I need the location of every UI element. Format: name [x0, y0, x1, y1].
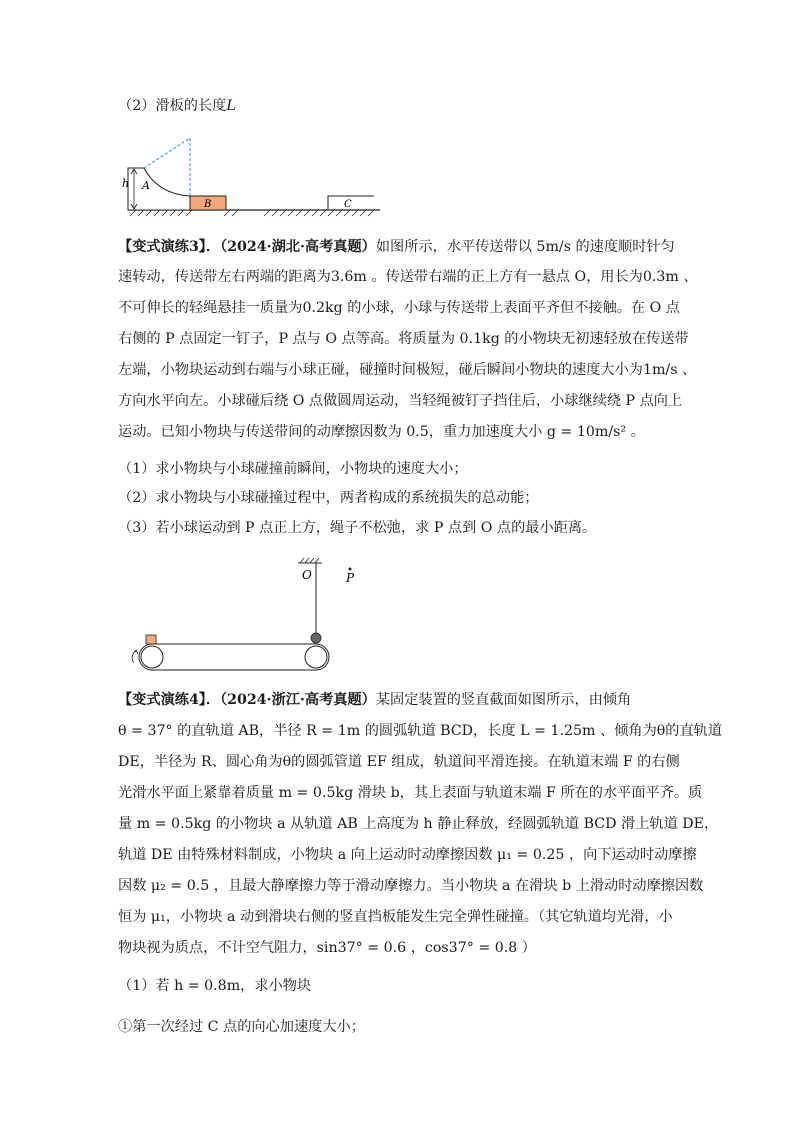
exercise-4-line-1: 某固定装置的竖直截面如图所示，由倾角	[375, 692, 632, 708]
exercise-3-line-5: 左端，小物块运动到右端与小球正碰，碰撞时间极短，碰后瞬间小物块的速度大小为1m/s 、	[118, 362, 697, 378]
exercise-4-line-8: 恒为 μ₁，小物块 a 动到滑块右侧的竖直挡板能发生完全弹性碰撞。（其它轨道均光滑，小	[118, 909, 673, 925]
label-b: B	[204, 199, 212, 210]
exercise-3-line-1: 如图所示，水平传送带以 5m/s 的速度顺时针匀	[375, 239, 675, 255]
label-a: A	[142, 179, 150, 192]
figure-slide-board	[124, 144, 384, 214]
exercise-3-question-1: （1）求小物块与小球碰撞前瞬间，小物块的速度大小；	[118, 461, 468, 477]
length-variable: L	[226, 98, 236, 114]
exercise-3-line-6: 方向水平向左。小球碰后绕 O 点做圆周运动，当轻绳被钉子挡住后，小球继续绕 P 点向上	[118, 393, 683, 409]
label-c: C	[344, 199, 352, 210]
exercise-3-question-3: （3）若小球运动到 P 点正上方，绳子不松弛，求 P 点到 O 点的最小距离。	[118, 520, 597, 536]
label-o: O	[302, 568, 312, 582]
small-block	[146, 635, 156, 644]
exercise-4-first-line	[118, 691, 631, 709]
exercise-4-line-7: 因数 μ₂ = 0.5 ，且最大静摩擦力等于滑动摩擦力。当小物块 a 在滑块 b 上滑动时动摩擦因数	[118, 878, 704, 894]
exercise-4-line-3: DE，半径为 R、圆心角为θ的圆弧管道 EF 组成，轨道间平滑连接。在轨道末端 F 的右侧	[118, 754, 680, 770]
exercise-3-line-4: 右侧的 P 点固定一钉子，P 点与 O 点等高。将质量为 0.1kg 的小物块无初速轻放在传送带	[118, 331, 689, 347]
exercise-4-question-1a: ①第一次经过 C 点的向心加速度大小；	[118, 1019, 365, 1035]
label-p: P	[346, 571, 355, 585]
exercise-4-line-2: θ = 37° 的直轨道 AB，半径 R = 1m 的圆弧轨道 BCD，长度 L = 1.25m 、倾角为θ的直轨道	[118, 723, 723, 739]
question-2-line	[118, 97, 236, 115]
exercise-4-line-5: 量 m = 0.5kg 的小物块 a 从轨道 AB 上高度为 h 静止释放，经圆弧轨道 BCD 滑上轨道 DE，	[118, 816, 719, 832]
exercise-3-line-7: 运动。已知小物块与传送带间的动摩擦因数为 0.5，重力加速度大小 g = 10m/s² 。	[118, 424, 645, 440]
exercise-4-line-6: 轨道 DE 由特殊材料制成，小物块 a 向上运动时动摩擦因数 μ₁ = 0.25 ，向下运动时动摩擦	[118, 847, 697, 863]
ball	[311, 633, 321, 643]
exercise-3-line-3: 不可伸长的轻绳悬挂一质量为0.2kg 的小球，小球与传送带上表面平齐但不接触。在 O 点	[118, 300, 680, 316]
exercise-4-line-4: 光滑水平面上紧靠着质量 m = 0.5kg 滑块 b，其上表面与轨道末端 F 所在的水平面平齐。质	[118, 785, 703, 801]
exercise-3-title: 【变式演练3】．（2024·湖北·高考真题）	[118, 239, 376, 255]
exercise-3-first-line	[118, 238, 675, 256]
exercise-4-question-1: （1）若 h = 0.8m，求小物块	[118, 978, 312, 994]
figure-conveyor	[130, 555, 355, 675]
exercise-4-title: 【变式演练4】．（2024·浙江·高考真题）	[118, 692, 376, 708]
label-h: h	[122, 177, 130, 190]
question-2-text: （2）滑板的长度	[118, 98, 227, 114]
exercise-3-question-2: （2）求小物块与小球碰撞过程中，两者构成的系统损失的总动能；	[118, 490, 539, 506]
exercise-4-line-9: 物块视为质点，不计空气阻力，sin37° = 0.6 ，cos37° = 0.8 ）	[118, 940, 536, 956]
exercise-3-line-2: 速转动，传送带左右两端的距离为3.6m 。传送带右端的正上方有一悬点 O，用长为0.3m 、	[118, 269, 698, 285]
